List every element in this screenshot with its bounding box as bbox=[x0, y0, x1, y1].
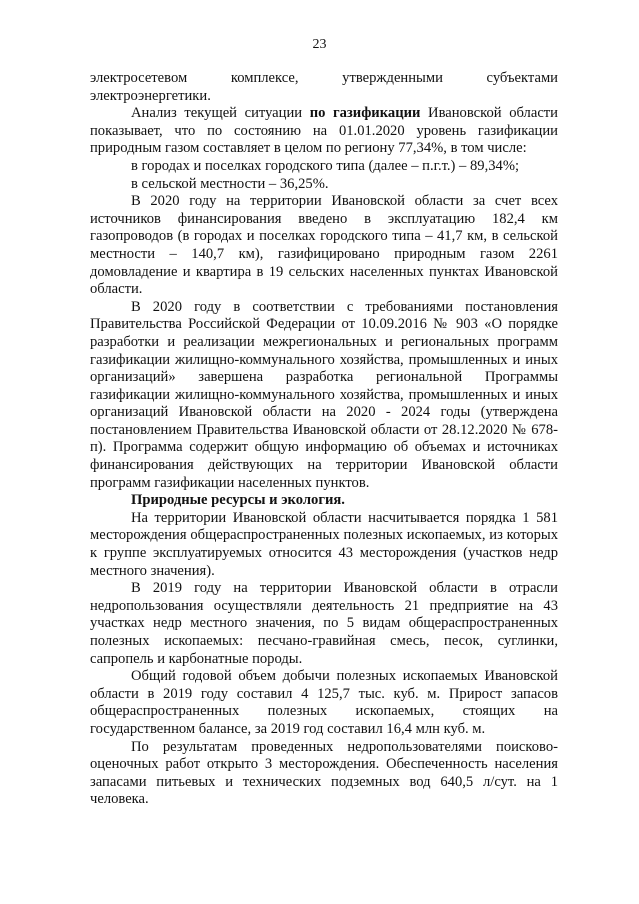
gasification-emphasis: по газификации bbox=[309, 105, 421, 122]
paragraph-2020-pipelines: В 2020 году на территории Ивановской области за счет всех источников финансирования введено в эксплуатацию 182,4 км газопроводов (в городах и поселках городского типа – 41,7 км, в сельской местности – 140,7 км), газифицировано природным газом 2261 домовладение и квартира в 19 сельских населенных пунктах Ивановской области. bbox=[90, 193, 558, 298]
paragraph-electro-grid: электросетевом комплексе, утвержденными субъектами электроэнергетики. bbox=[90, 70, 558, 104]
paragraph-extraction-volume: Общий годовой объем добычи полезных ископаемых Ивановской области в 2019 году составил 4 125,7 тыс. куб. м. Прирост запасов общераспространенных полезных ископаемых, стоящих на государственном балансе, за 2019 год составил 16,4 млн куб. м. bbox=[90, 668, 558, 737]
paragraph-rural-level: в сельской местности – 36,25%. bbox=[131, 175, 329, 192]
paragraph-gasification-program: В 2020 году в соответствии с требованиями постановления Правительства Российской Федерации от 10.09.2016 № 903 «О порядке разработки и реализации межрегиональных и региональных программ газификации жилищно-коммунального хозяйства, промышленных и иных организаций» завершена разработка региональной Программы газификации жилищно-коммунального хозяйства, промышленных и иных организаций Ивановской области на 2020 - 2024 годы (утверждена постановлением Правительства Ивановской области от 28.12.2020 № 678-п). Программа содержит общую информацию об объемах и источниках финансирования действующих на территории Ивановской области программ газификации населенных пунктов. bbox=[90, 298, 558, 491]
paragraph-groundwater: По результатам проведенных недропользователями поисково-оценочных работ открыто 3 месторождения. Обеспеченность населения запасами питьевых и технических подземных вод 640,5 л/сут. на 1 человека. bbox=[90, 738, 558, 808]
paragraph-subsoil-use: В 2019 году на территории Ивановской области в отрасли недропользования осуществляли деятельность 21 предприятие на 43 участках недр местного значения, по 5 видам общераспространенных полезных ископаемых: песчано-гравийная смесь, песок, суглинки, сапропель и карбонатные породы. bbox=[90, 580, 558, 667]
page-number: 23 bbox=[312, 37, 327, 52]
paragraph-deposits: На территории Ивановской области насчитывается порядка 1 581 месторождения общераспространенных полезных ископаемых, из которых к группе эксплуатируемых относится 43 месторождения (участков недр местного значения). bbox=[90, 509, 558, 579]
section-heading: Природные ресурсы и экология. bbox=[131, 492, 345, 509]
paragraph-gasification-analysis: Анализ текущей ситуации по газификации Ивановской области показывает, что по состоянию на 01.01.2020 уровень газификации природным газом составляет в целом по региону 77,34%, в том числе: bbox=[90, 105, 558, 157]
document-body bbox=[90, 70, 558, 809]
paragraph-urban-level: в городах и поселках городского типа (далее – п.г.т.) – 89,34%; bbox=[131, 157, 520, 174]
